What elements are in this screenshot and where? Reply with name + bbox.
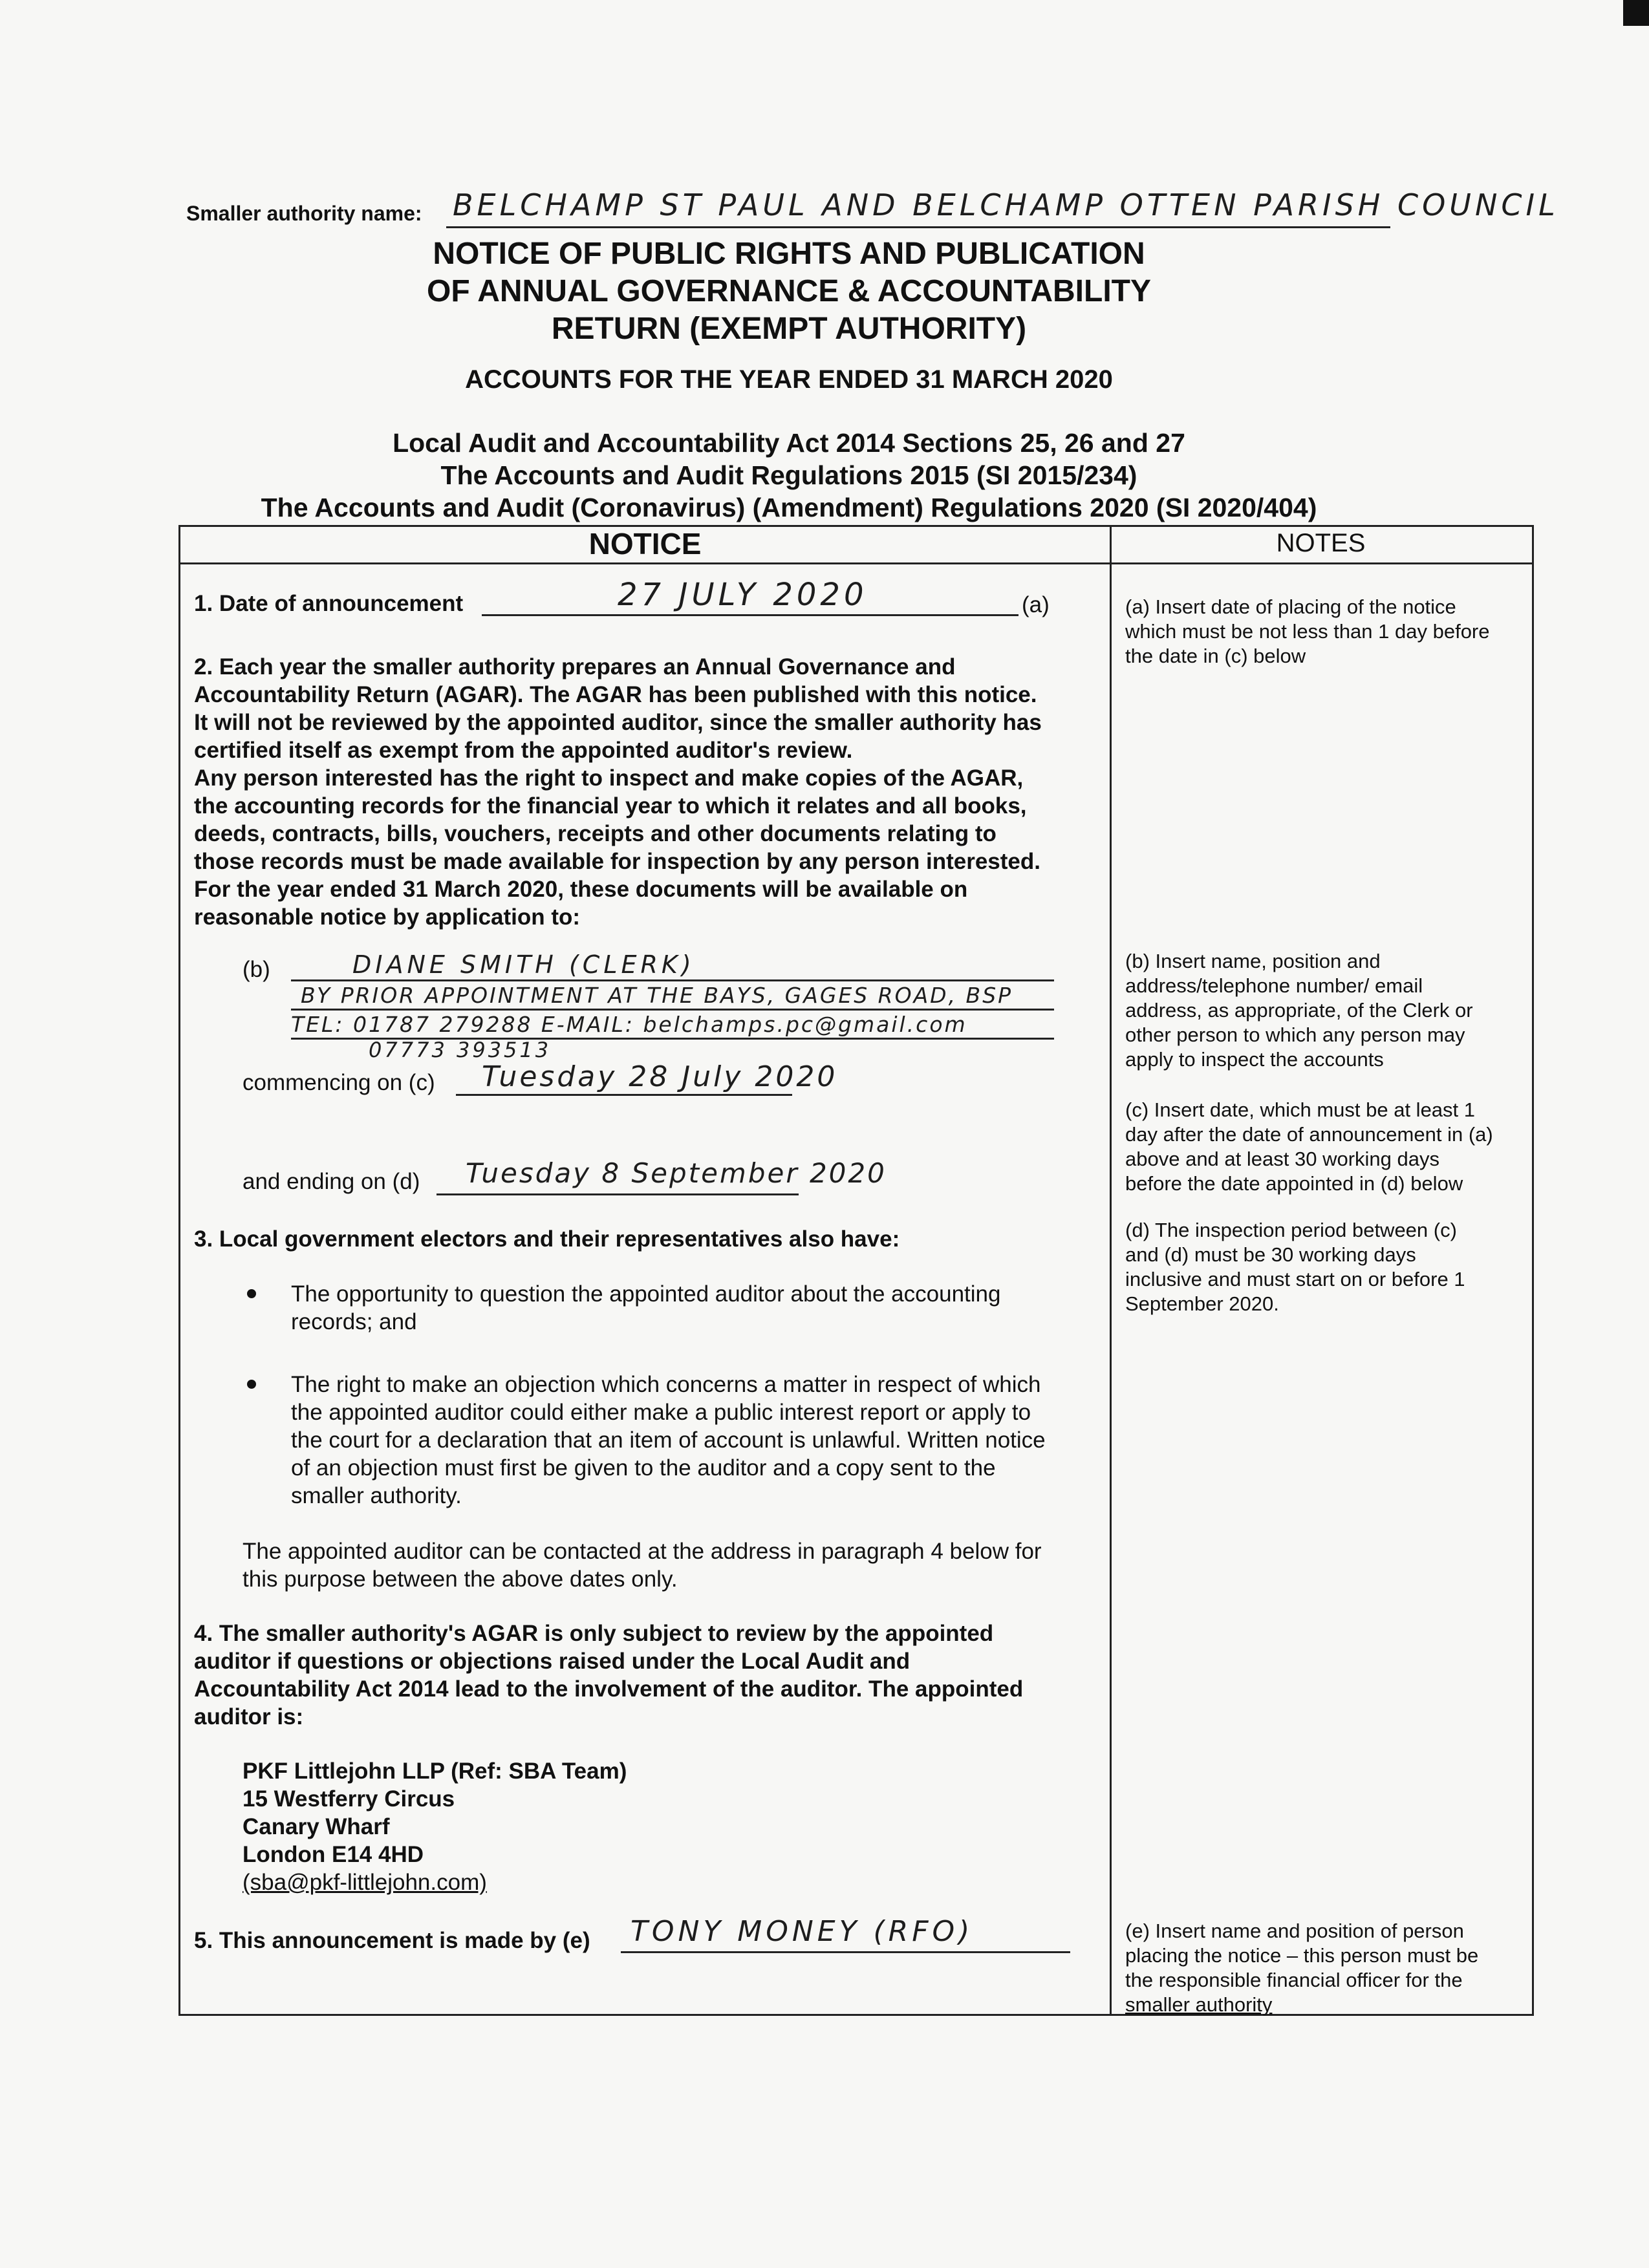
s3b2-line: of an objection must first be given to the auditor and a copy sent to the	[291, 1455, 996, 1481]
act-line-1: Local Audit and Accountability Act 2014 Sections 25, 26 and 27	[393, 428, 1185, 458]
contact-phone-email: TEL: 01787 279288 E-MAIL: belchamps.pc@gmail.com	[291, 1012, 967, 1037]
note-e-line: placing the notice – this person must be	[1125, 1944, 1479, 1967]
s4-line: Accountability Act 2014 lead to the involvement of the auditor. The appointed	[194, 1676, 1024, 1702]
note-b-line: address/telephone number/ email	[1125, 974, 1423, 997]
s3c-line: this purpose between the above dates only.	[242, 1567, 678, 1592]
note-a	[1125, 595, 1516, 669]
ending-underline	[436, 1193, 799, 1195]
note-a-line: (a) Insert date of placing of the notice	[1125, 595, 1456, 618]
note-c-line: above and at least 30 working days	[1125, 1148, 1439, 1170]
s2-line: 2. Each year the smaller authority prepares an Annual Governance and	[194, 654, 956, 679]
note-c	[1125, 1098, 1516, 1196]
s3b2-line: the appointed auditor could either make a public interest report or apply to	[291, 1400, 1031, 1425]
commencing-value: Tuesday 28 July 2020	[482, 1060, 838, 1093]
s2-line: the accounting records for the financial year to which it relates and all books,	[194, 793, 1027, 818]
s2-line: Accountability Return (AGAR). The AGAR has been published with this notice.	[194, 682, 1037, 707]
section-4-text	[194, 1620, 1096, 1731]
note-b-line: (b) Insert name, position and	[1125, 950, 1381, 972]
s4-line: auditor if questions or objections raised under the Local Audit and	[194, 1649, 911, 1674]
note-b-line: other person to which any person may	[1125, 1023, 1465, 1046]
date-of-announcement-value: 27 JULY 2020	[618, 577, 868, 613]
note-b-line: apply to inspect the accounts	[1125, 1048, 1384, 1071]
s2-line: Any person interested has the right to inspect and make copies of the AGAR,	[194, 765, 1024, 791]
authority-name-value: BELCHAMP ST PAUL AND BELCHAMP OTTEN PARISH COUNCIL	[453, 187, 1559, 222]
notes-column-header: NOTES	[1276, 529, 1366, 557]
act-line-3: The Accounts and Audit (Coronavirus) (Amendment) Regulations 2020 (SI 2020/404)	[261, 493, 1317, 522]
note-b-line: address, as appropriate, of the Clerk or	[1125, 999, 1473, 1022]
notice-title-line-1: NOTICE OF PUBLIC RIGHTS AND PUBLICATION	[433, 237, 1145, 271]
s3b1-line: The opportunity to question the appointed auditor about the accounting	[291, 1281, 1001, 1307]
bullet-icon	[247, 1289, 256, 1298]
note-d	[1125, 1218, 1516, 1316]
note-e	[1125, 1919, 1516, 2017]
s2-line: those records must be made available for inspection by any person interested.	[194, 849, 1040, 874]
commencing-underline	[456, 1094, 792, 1096]
bullet-icon	[247, 1380, 256, 1389]
act-line-2: The Accounts and Audit Regulations 2015 (SI 2015/234)	[440, 460, 1137, 490]
note-c-line: before the date appointed in (d) below	[1125, 1172, 1463, 1195]
note-d-line: September 2020.	[1125, 1292, 1279, 1315]
s3b2-line: smaller authority.	[291, 1483, 462, 1508]
s2-line: reasonable notice by application to:	[194, 904, 581, 930]
s3b1-line: records; and	[291, 1309, 417, 1334]
contact-underline-1	[291, 979, 1054, 981]
s2-line: certified itself as exempt from the appointed auditor's review.	[194, 738, 853, 763]
commencing-label: commencing on (c)	[242, 1070, 435, 1095]
auditor-line: 15 Westferry Circus	[242, 1786, 455, 1812]
contact-mobile: 07773 393513	[369, 1038, 552, 1062]
note-a-line: the date in (c) below	[1125, 645, 1306, 667]
notice-title-line-3: RETURN (EXEMPT AUTHORITY)	[551, 312, 1027, 346]
note-d-line: (d) The inspection period between (c)	[1125, 1219, 1457, 1241]
s4-line: 4. The smaller authority's AGAR is only subject to review by the appointed	[194, 1621, 994, 1646]
announcement-by-label: 5. This announcement is made by (e)	[194, 1928, 590, 1953]
announcement-by-underline	[621, 1951, 1070, 1953]
note-e-line: the responsible financial officer for the	[1125, 1969, 1463, 1991]
s4-line: auditor is:	[194, 1704, 304, 1729]
accounts-year-line: ACCOUNTS FOR THE YEAR ENDED 31 MARCH 2020	[465, 365, 1113, 394]
contact-label: (b)	[242, 957, 270, 982]
note-c-line: (c) Insert date, which must be at least 1	[1125, 1098, 1476, 1121]
header-row-divider	[178, 562, 1532, 564]
s2-line: For the year ended 31 March 2020, these documents will be available on	[194, 877, 968, 902]
note-c-line: day after the date of announcement in (a)	[1125, 1123, 1493, 1146]
s3b2-line: the court for a declaration that an item of account is unlawful. Written notice	[291, 1428, 1046, 1453]
note-d-line: and (d) must be 30 working days	[1125, 1243, 1416, 1266]
note-e-line: (e) Insert name and position of person	[1125, 1920, 1464, 1942]
notice-column-header: NOTICE	[588, 527, 702, 561]
contact-address: BY PRIOR APPOINTMENT AT THE BAYS, GAGES ROAD, BSP	[301, 983, 1013, 1008]
note-d-line: inclusive and must start on or before 1	[1125, 1268, 1465, 1290]
section-2-text	[194, 653, 1096, 931]
section-3-closing	[242, 1537, 1096, 1593]
section-3-bullet-2	[291, 1371, 1096, 1510]
ending-label: and ending on (d)	[242, 1169, 420, 1194]
date-of-announcement-label: 1. Date of announcement	[194, 591, 464, 616]
ending-value: Tuesday 8 September 2020	[466, 1157, 887, 1189]
note-a-line: which must be not less than 1 day before	[1125, 620, 1490, 643]
auditor-email-link[interactable]: (sba@pkf-littlejohn.com)	[242, 1870, 487, 1895]
authority-name-label: Smaller authority name:	[186, 202, 422, 225]
auditor-line: Canary Wharf	[242, 1814, 390, 1839]
section-3-bullet-1	[291, 1280, 1096, 1336]
note-b	[1125, 949, 1516, 1072]
column-divider	[1110, 525, 1112, 2014]
s2-line: It will not be reviewed by the appointed auditor, since the smaller authority has	[194, 710, 1042, 735]
section-3-heading: 3. Local government electors and their representatives also have:	[194, 1226, 900, 1252]
announcement-by-value: TONY MONEY (RFO)	[630, 1915, 974, 1948]
date-of-announcement-underline	[482, 614, 1018, 616]
auditor-line: PKF Littlejohn LLP (Ref: SBA Team)	[242, 1759, 627, 1784]
scan-edge-mark	[1623, 0, 1649, 26]
s2-line: deeds, contracts, bills, vouchers, receipts and other documents relating to	[194, 821, 997, 846]
contact-underline-2	[291, 1009, 1054, 1011]
auditor-address	[242, 1757, 889, 1896]
authority-name-underline	[446, 226, 1390, 228]
s3c-line: The appointed auditor can be contacted at the address in paragraph 4 below for	[242, 1539, 1042, 1564]
notice-title-line-2: OF ANNUAL GOVERNANCE & ACCOUNTABILITY	[427, 274, 1151, 308]
note-e-line: smaller authority	[1125, 1993, 1273, 2016]
auditor-line: London E14 4HD	[242, 1842, 424, 1867]
date-of-announcement-suffix: (a)	[1022, 592, 1050, 617]
s3b2-line: The right to make an objection which concerns a matter in respect of which	[291, 1372, 1041, 1397]
contact-name: DIANE SMITH (CLERK)	[352, 950, 695, 979]
